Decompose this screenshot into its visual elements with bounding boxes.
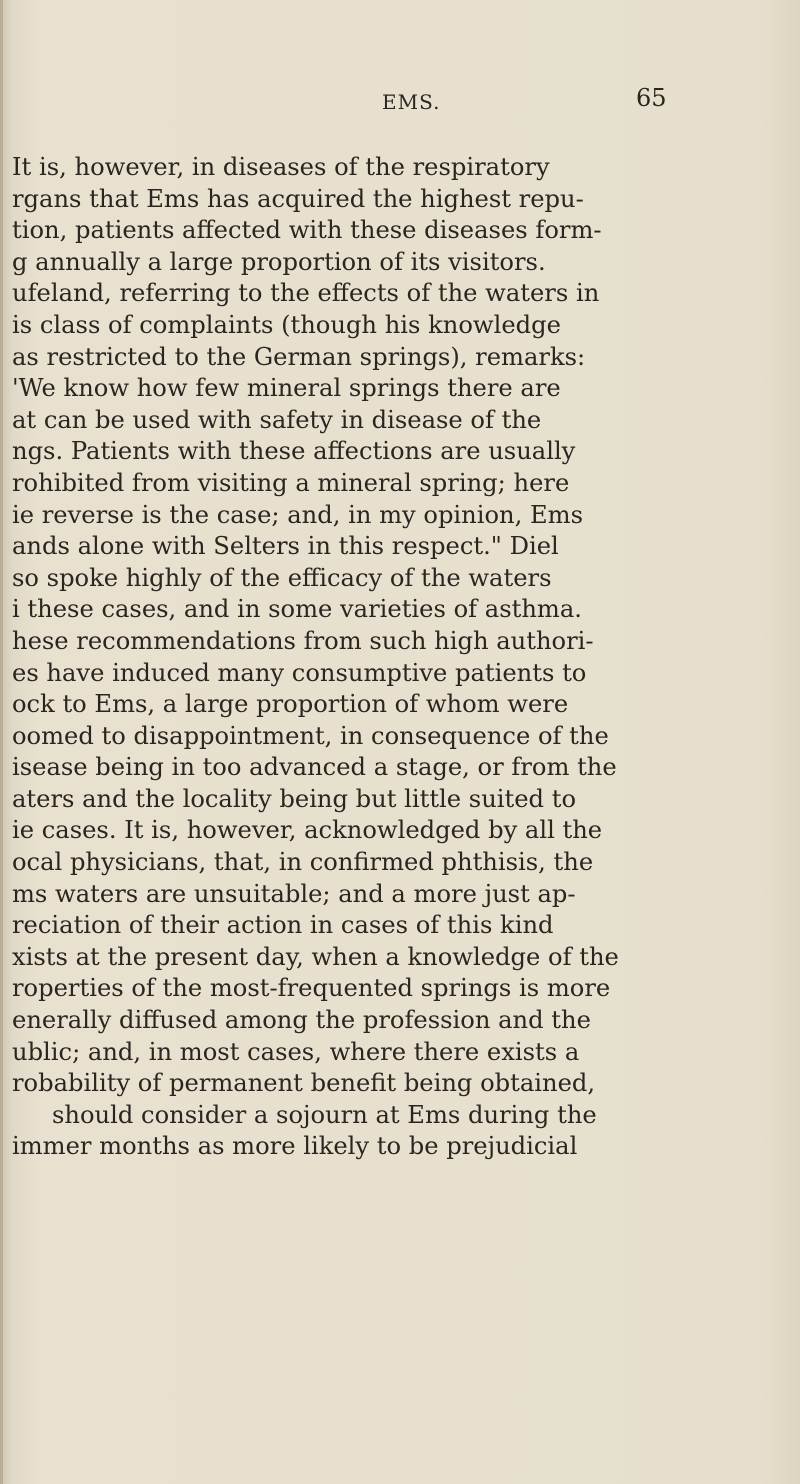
text-line: immer months as more likely to be prejudicial <box>12 1132 578 1161</box>
text-line: at can be used with safety in disease of the <box>12 405 542 434</box>
text-line: reciation of their action in cases of this kind <box>12 911 554 940</box>
text-line: xists at the present day, when a knowledge of the <box>12 942 619 971</box>
text-line: ublic; and, in most cases, where there exists a <box>12 1037 580 1066</box>
text-line: ands alone with Selters in this respect." Diel <box>12 532 559 561</box>
text-line: isease being in too advanced a stage, or from the <box>12 753 617 782</box>
text-line: as restricted to the German springs), remarks: <box>12 342 586 371</box>
text-line: ock to Ems, a large proportion of whom were <box>12 690 569 719</box>
text-line: i these cases, and in some varieties of asthma. <box>12 595 582 624</box>
text-line: so spoke highly of the efficacy of the waters <box>12 563 552 592</box>
text-line: es have induced many consumptive patients to <box>12 658 587 687</box>
page-number: 65 <box>636 84 667 112</box>
text-line: tion, patients affected with these diseases form- <box>12 216 602 245</box>
text-line: It is, however, in diseases of the respiratory <box>12 153 550 181</box>
text-line: g annually a large proportion of its visitors. <box>12 247 546 276</box>
text-line: ngs. Patients with these affections are usually <box>12 437 576 466</box>
text-line: should consider a sojourn at Ems during the <box>52 1100 597 1129</box>
running-head <box>0 84 800 124</box>
text-line: robability of permanent benefit being obtained, <box>12 1069 596 1098</box>
body-text <box>0 152 800 1163</box>
text-line: oomed to disappointment, in consequence of the <box>12 721 609 750</box>
text-line: roperties of the most-frequented springs is more <box>12 974 611 1003</box>
text-line: ufeland, referring to the effects of the waters in <box>12 279 600 308</box>
text-line: 'We know how few mineral springs there are <box>12 374 561 403</box>
text-line: rgans that Ems has acquired the highest repu- <box>12 184 584 213</box>
text-line: enerally diffused among the profession and the <box>12 1006 591 1035</box>
text-line: ms waters are unsuitable; and a more just ap- <box>12 879 576 908</box>
text-line: is class of complaints (though his knowledge <box>12 310 561 339</box>
text-line: hese recommendations from such high authori- <box>12 626 594 655</box>
text-line: ie cases. It is, however, acknowledged by all the <box>12 816 603 845</box>
text-line: ie reverse is the case; and, in my opinion, Ems <box>12 500 584 529</box>
text-line: aters and the locality being but little suited to <box>12 784 577 813</box>
text-line: rohibited from visiting a mineral spring; here <box>12 468 570 497</box>
text-line: ocal physicians, that, in confirmed phthisis, the <box>12 848 594 877</box>
running-head-title: EMS. <box>382 90 441 114</box>
